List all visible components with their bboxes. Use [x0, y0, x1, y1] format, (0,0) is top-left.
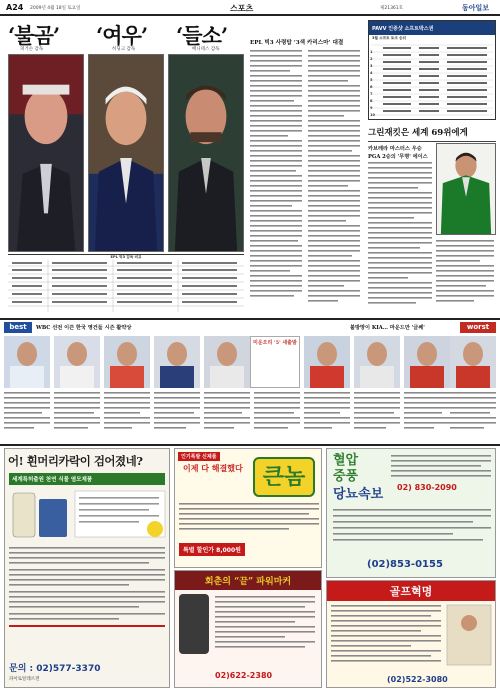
ad-big-one[interactable]: [174, 448, 322, 568]
ad-power-marker[interactable]: [174, 570, 322, 688]
epl-headline: EPL 빅3 사령탑 ‘3색 카리스마’ 대결: [250, 40, 344, 46]
ad1-company: 파이토알레르겐: [9, 677, 40, 682]
best-title: WBC 선전 이끈 한국 영건들 시즌 활약상: [36, 325, 132, 331]
ads-divider: [0, 444, 500, 446]
ranking-numbers: [370, 50, 380, 126]
ad1-phone: 문의 : 02)577-3370: [9, 664, 101, 674]
ad3-body: [175, 590, 321, 662]
rank-7: 7: [370, 92, 373, 96]
issue-number: 제21361호: [380, 6, 404, 11]
rank-1: 1: [370, 50, 373, 54]
ranking-banner: PAVV 인증샷 소프트박스권: [369, 21, 495, 35]
rank-8: 8: [370, 99, 373, 103]
ad1-subtitle: 세계특허출원 천연 식물 염모제품: [9, 473, 165, 485]
ranking-table: [369, 42, 495, 118]
middle-feature-title: 미운오리 '5' 새출발: [253, 340, 297, 346]
quote-mid-caption: 히딩크 감독: [112, 47, 136, 52]
rank-4: 4: [370, 71, 373, 75]
ad4-phone: 02) 830-2090: [397, 483, 457, 492]
ad1-product-image: [5, 487, 169, 541]
ad2-body-text: [179, 501, 319, 537]
rank-2: 2: [370, 57, 373, 61]
ad2-brand-badge: [253, 457, 315, 497]
rank-10: 10: [370, 113, 376, 117]
golf-headline: 그린재킷은 세계 69위에게: [368, 128, 468, 138]
golf-article-body: [368, 162, 434, 312]
ad2-price: 특별 할인가 8,000원: [179, 543, 245, 556]
ad2-brand: 큰놈: [262, 464, 306, 490]
issue-date: 2009년 4월 18일 토요일: [30, 6, 81, 11]
ad4-title3: 당뇨속보: [333, 487, 384, 502]
ad2-tag: 인기폭발 신제품: [178, 452, 220, 461]
ad5-body: [327, 601, 495, 673]
ad-hair-dye[interactable]: [4, 448, 170, 688]
ad2-subline: 이제 다 해결했다: [183, 463, 243, 473]
ad4-top-text: [391, 453, 493, 503]
comparison-table: [8, 254, 244, 312]
ad4-body-text: [333, 507, 493, 547]
cabrera-photo: [436, 143, 496, 235]
newspaper-logo: 동아일보: [462, 4, 490, 12]
section-title: 스포츠: [230, 4, 254, 13]
ranking-title: 3월 소프트 토크 순위: [372, 36, 407, 40]
ad4-title2: 중풍: [333, 469, 359, 484]
page-header: [0, 0, 500, 16]
rank-6: 6: [370, 85, 373, 89]
bestworst-captions: [4, 392, 496, 440]
worst-title: 불방망이 KIA… 마운드만 '글쎄': [350, 325, 425, 331]
ad3-phone: 02)622-2380: [215, 671, 273, 680]
ad3-title: 회춘의 “끝” 파워마커: [175, 571, 321, 590]
ad5-title: 골프혁명: [327, 581, 495, 601]
golf-subhead: 카브레라 마스터스 우승: [368, 146, 422, 152]
ranking-box: [368, 20, 496, 120]
comparison-table-grid: [8, 260, 244, 312]
best-label: best: [4, 322, 32, 333]
benitez-photo: [168, 54, 244, 252]
rank-9: 9: [370, 106, 373, 110]
golf-subhead2: PGA 2승의 '무명' 에이스: [368, 154, 428, 160]
ad-golf-revolution[interactable]: [326, 580, 496, 688]
ferguson-photo: [8, 54, 84, 252]
ad4-title1: 혈압: [333, 453, 359, 468]
ad-blood-pressure[interactable]: [326, 448, 496, 578]
rank-3: 3: [370, 64, 373, 68]
rank-5: 5: [370, 78, 373, 82]
page-number: A24: [6, 3, 24, 12]
ad1-body-text: [5, 545, 169, 635]
golf-rule: [368, 141, 496, 142]
worst-label: worst: [460, 322, 496, 333]
comparison-table-title: EPL 빅3 감독 비교: [110, 255, 142, 259]
quote-right-caption: 베니테스 감독: [192, 47, 220, 52]
ad4-phone2: (02)853-0155: [367, 559, 443, 570]
hiddink-photo: [88, 54, 164, 252]
epl-article-body: [250, 50, 362, 312]
quote-left-caption: 퍼거슨 감독: [20, 47, 44, 52]
ad5-phone: (02)522-3080: [387, 675, 448, 684]
quote-right: ‘들소’: [176, 23, 228, 48]
ad1-headline: 어! 흰머리카락이 검어졌네?: [8, 454, 143, 468]
quote-left: ‘불곰’: [8, 23, 60, 48]
middle-feature-box: [250, 336, 300, 388]
quote-mid: ‘여우’: [96, 23, 148, 48]
golf-article-body-right: [436, 240, 496, 312]
section-divider: [0, 318, 500, 320]
